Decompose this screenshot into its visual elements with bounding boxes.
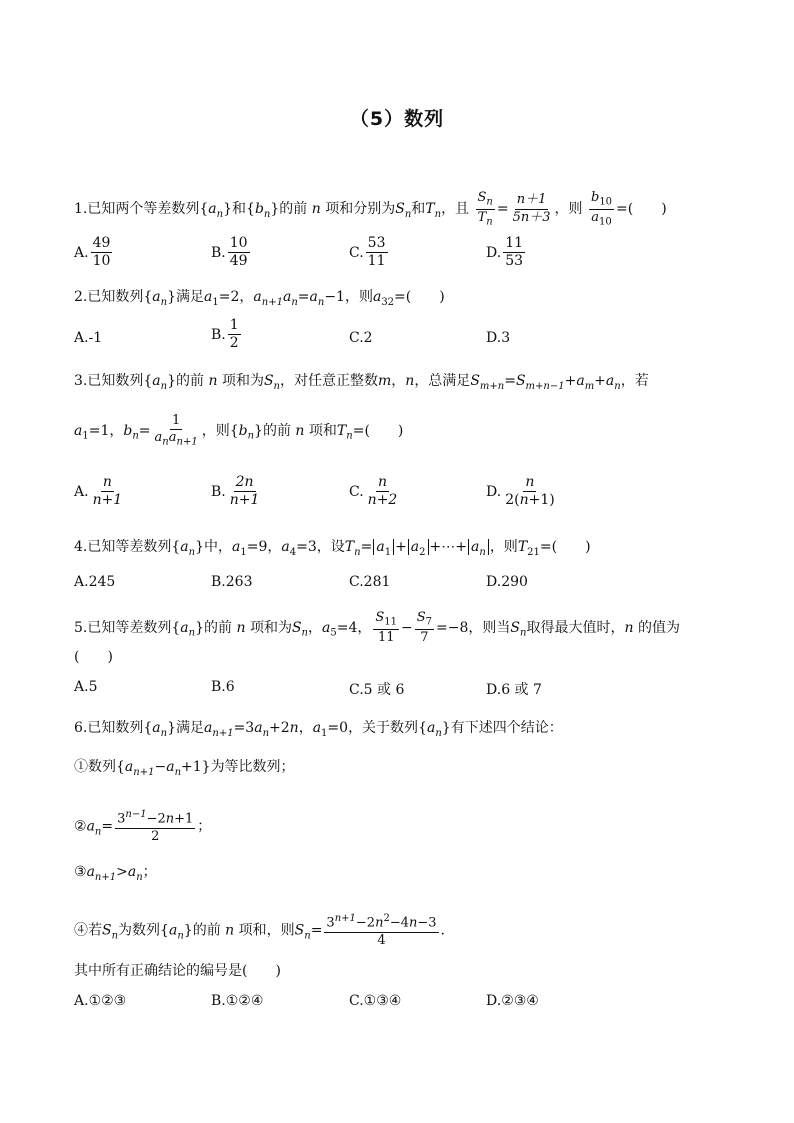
fraction-sn-tn: $\frac{S_n}{T_n}$ bbox=[477, 190, 493, 228]
q6-option-c[interactable]: C.①③④ bbox=[349, 993, 402, 1009]
q2-option-a[interactable]: A.-1 bbox=[74, 330, 103, 346]
fraction-ratio: $\frac{n+1}{5n+3}$ bbox=[512, 192, 551, 225]
q4-option-b[interactable]: B.263 bbox=[211, 574, 253, 590]
q4-option-c[interactable]: C.281 bbox=[349, 574, 391, 590]
q1-option-a[interactable]: A. $\frac{49}{10}$ bbox=[74, 235, 111, 270]
q6-option-b[interactable]: B.①②④ bbox=[211, 993, 264, 1009]
question-5-paren: ( ) bbox=[74, 649, 113, 665]
q5-option-d[interactable]: D.6 或 7 bbox=[486, 682, 542, 698]
q2-option-d[interactable]: D.3 bbox=[486, 330, 511, 346]
question-2: 2.已知数列$\{a_n\}$满足$a_1=2$，$a_{n+1}a_n=a_n-1$，则$a_{32}=$( ) bbox=[74, 289, 445, 308]
page-title: （5）数列 bbox=[349, 108, 445, 130]
q2-option-c[interactable]: C.2 bbox=[349, 330, 373, 346]
fraction-b10-a10: $\frac{b_{10}}{a_{10}}$ bbox=[590, 190, 613, 228]
q4-option-d[interactable]: D.290 bbox=[486, 574, 528, 590]
q1-option-c[interactable]: C. $\frac{53}{11}$ bbox=[349, 235, 386, 270]
conclusion-4: ④若$S_n$为数列$\{a_n\}$的前 n 项和，则$S_n=$ $\frac{3^{n+1}-2n^2-4n-3}{4}$ . bbox=[74, 913, 445, 948]
question-3-line-2: $a_1=1$，$b_n=$ $\frac{1}{a_na_{n+1}}$ ，则$\{b_n\}$的前 n 项和$T_n=$( ) bbox=[74, 413, 404, 448]
conclusion-3: $③a_{n+1}>a_n$； bbox=[74, 864, 157, 883]
q1-option-d[interactable]: D. $\frac{11}{53}$ bbox=[486, 235, 524, 270]
q3-option-a[interactable]: A. $\frac{n}{n+1}$ bbox=[74, 474, 123, 509]
q3-option-c[interactable]: C. $\frac{n}{n+2}$ bbox=[349, 474, 398, 509]
question-4: 4.已知等差数列$\{a_n\}$中，$a_1=9$，$a_4=3$，设$T_n= a_1 + a_2$ +⋯+ $a_n$ ，则$T_{21}=$( ) bbox=[74, 539, 591, 558]
q6-option-a[interactable]: A.①②③ bbox=[74, 993, 127, 1009]
q1-option-b[interactable]: B. $\frac{10}{49}$ bbox=[211, 235, 248, 270]
q4-option-a[interactable]: A.245 bbox=[74, 574, 116, 590]
q3-option-d[interactable]: D. $\frac{n}{2(n+1)}$ bbox=[486, 474, 555, 509]
q2-option-b[interactable]: B. $\frac{1}{2}$ bbox=[211, 317, 239, 352]
answer-paren: ( ) bbox=[627, 201, 667, 218]
q3-option-b[interactable]: B. $\frac{2n}{n+1}$ bbox=[211, 474, 260, 509]
q6-option-d[interactable]: D.②③④ bbox=[486, 993, 539, 1009]
question-3: 3.已知数列$\{a_n\}$的前 n 项和为$S_n$，对任意正整数m，n，总满足$S_{m+n}=S_{m+n-1}+a_m+a_n$，若 bbox=[74, 373, 649, 392]
question-1: 1.已知两个等差数列$\{a_n\}$和$\{b_n\}$的前 n 项和分别为$S_n$和$T_n$，且 $\frac{S_n}{T_n}$ = $\frac{n+1}{5n+3}$ ，则 $\frac{b_{10}}{a_{10}}$ =( ) bbox=[74, 190, 667, 228]
question-5: 5.已知等差数列$\{a_n\}$的前 n 项和为$S_n$，$a_5=4$， $\frac{S_{11}}{11}$ − $\frac{S_7}{7}$ =−8，则当$S_n$取得最大值时，n 的值为 bbox=[74, 610, 680, 645]
q5-option-b[interactable]: B.6 bbox=[211, 679, 235, 695]
conclusion-1: ①数列$\{a_{n+1}-a_n+1\}$为等比数列； bbox=[74, 759, 295, 778]
question-6: 6.已知数列$\{a_n\}$满足$a_{n+1}=3a_n+2n$，$a_1=0$，关于数列$\{a_n\}$有下述四个结论： bbox=[74, 720, 563, 739]
conclusion-2: $②a_n=$ $\frac{3^{n-1}-2n+1}{2}$ ； bbox=[74, 809, 212, 844]
q5-option-a[interactable]: A.5 bbox=[74, 679, 98, 695]
question-number: 1. bbox=[74, 201, 88, 218]
question-6-prompt: 其中所有正确结论的编号是( ) bbox=[74, 963, 281, 979]
q5-option-c[interactable]: C.5 或 6 bbox=[349, 682, 405, 698]
